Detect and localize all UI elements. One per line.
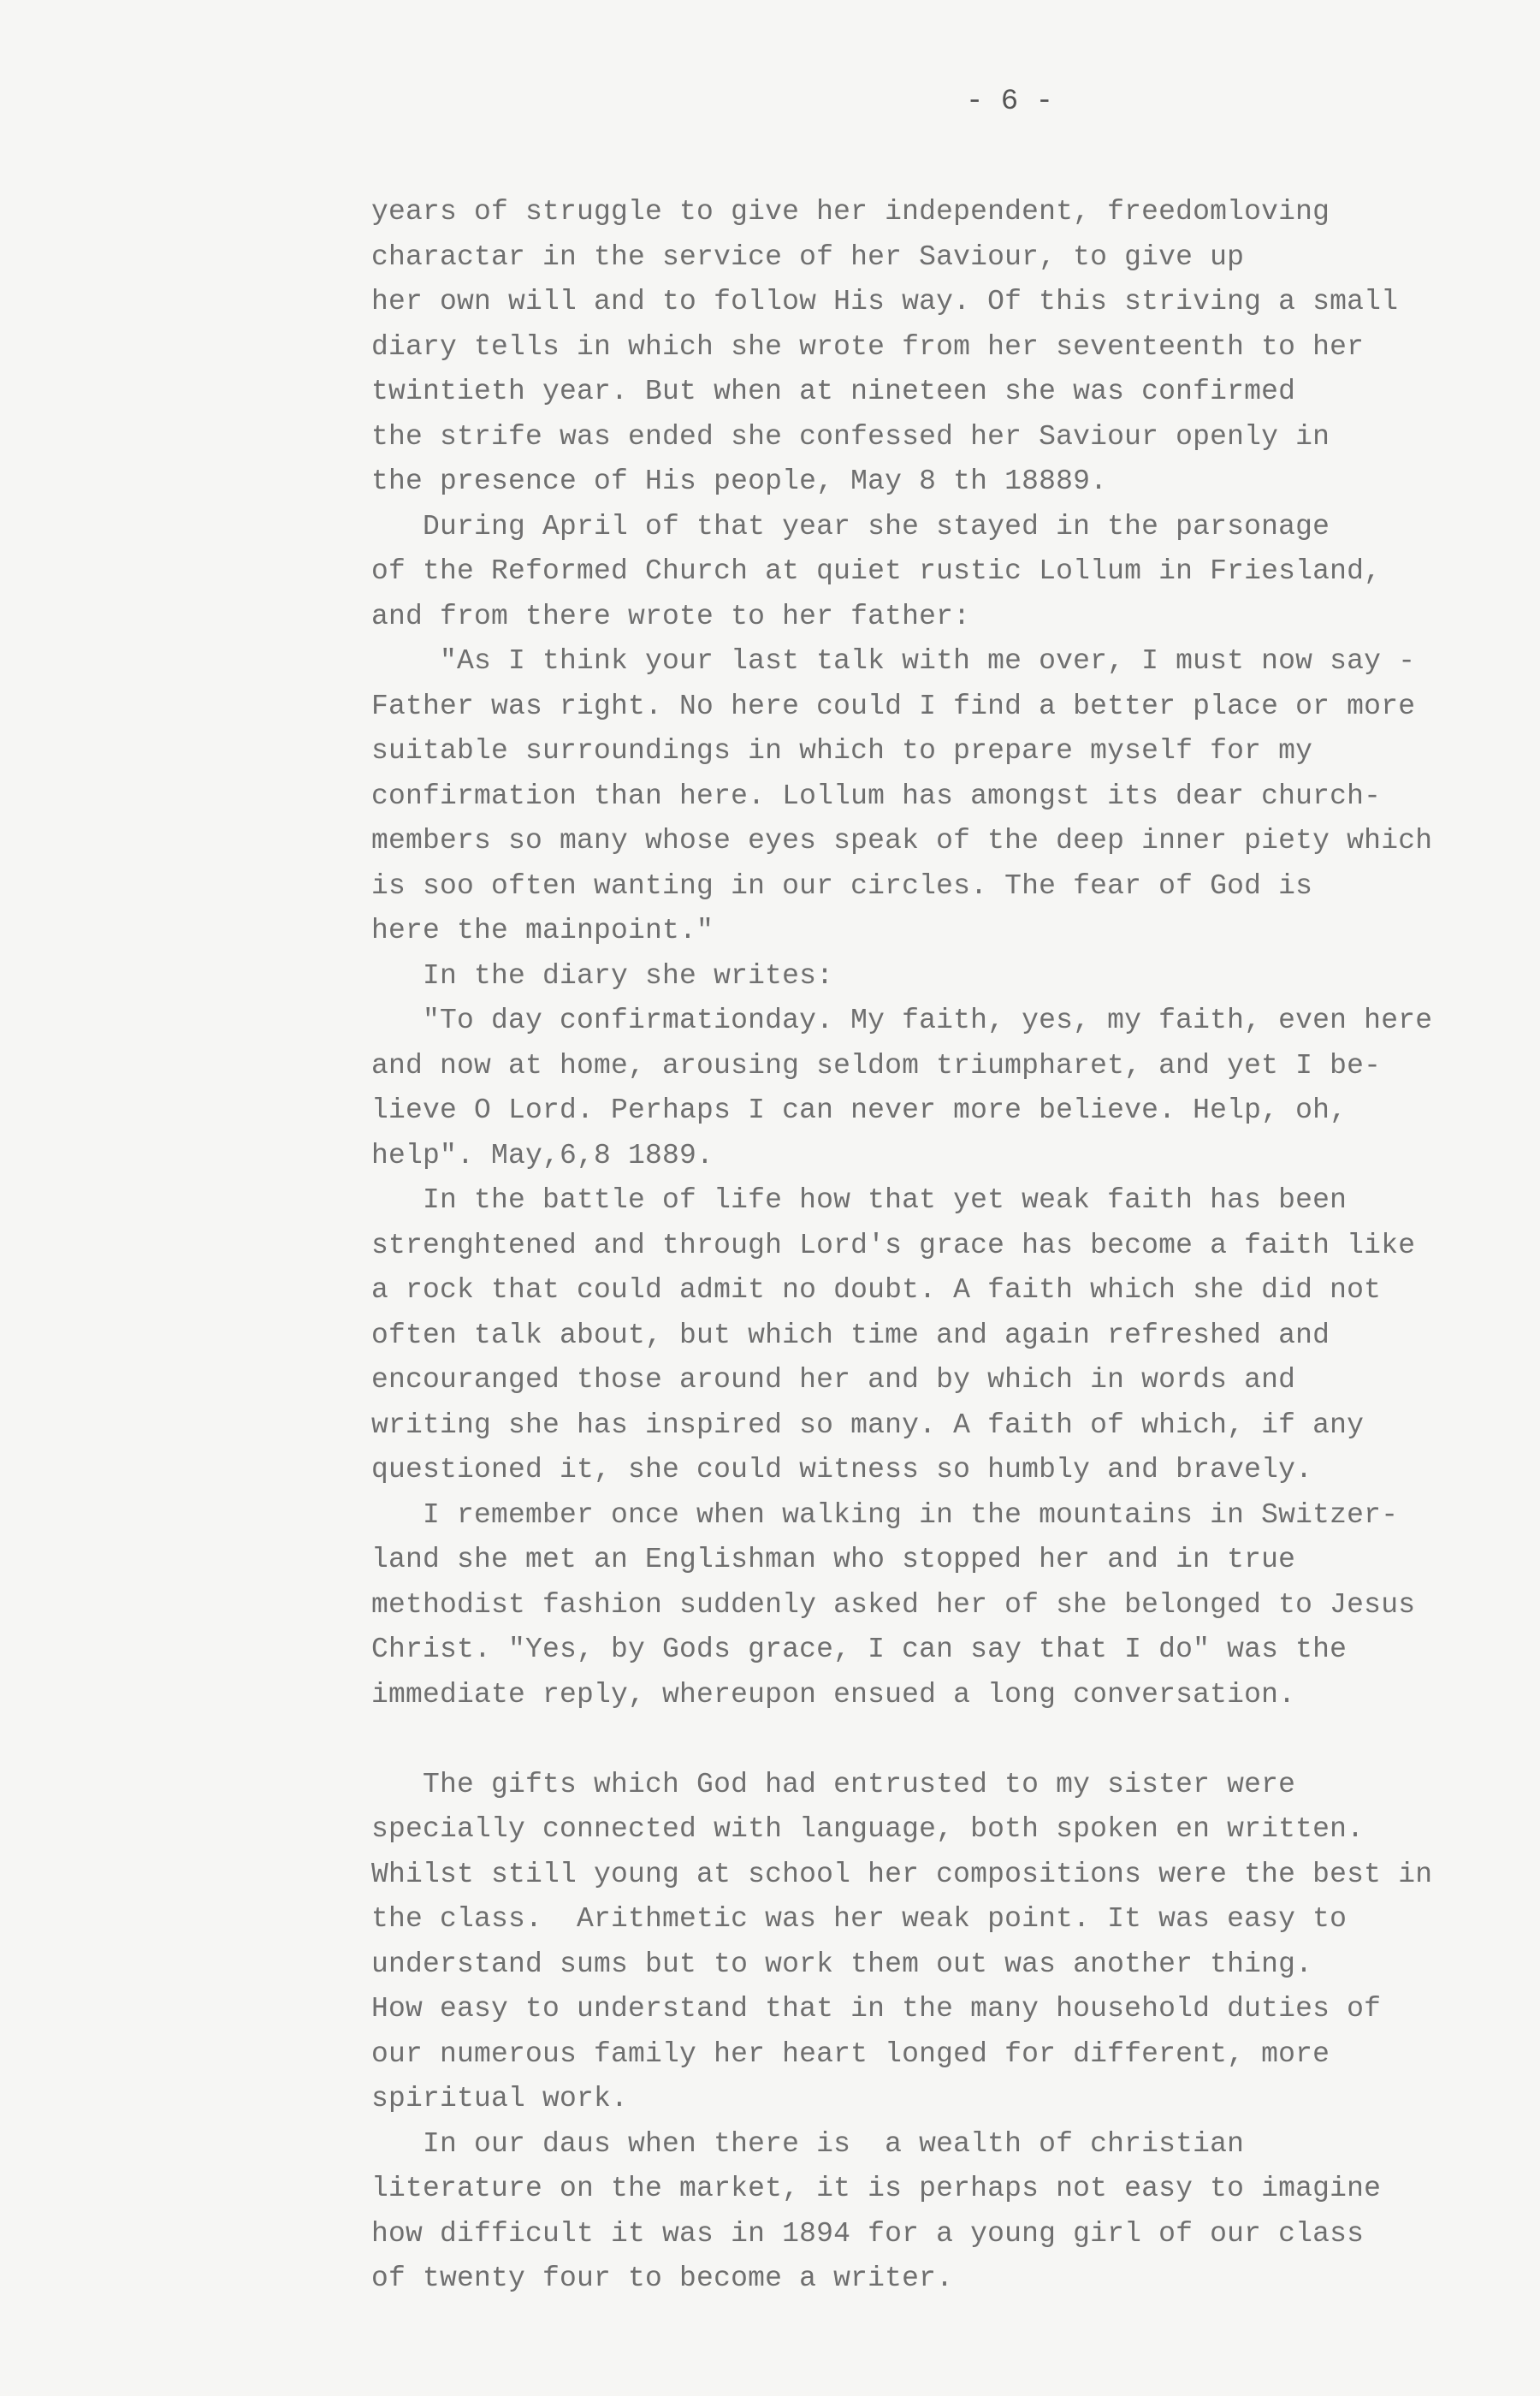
text-line: During April of that year she stayed in the parsonage bbox=[371, 510, 1330, 543]
text-line: years of struggle to give her independent, freedomloving bbox=[371, 196, 1330, 228]
page-number: - 6 - bbox=[965, 86, 1054, 118]
text-line: our numerous family her heart longed for different, more bbox=[371, 2037, 1330, 2070]
text-line: In the diary she writes: bbox=[371, 959, 834, 992]
text-line: Christ. "Yes, by Gods grace, I can say that I do" was the bbox=[371, 1634, 1348, 1665]
text-line: lieve O Lord. Perhaps I can never more believe. Help, oh, bbox=[371, 1094, 1348, 1126]
text-line: of twenty four to become a writer. bbox=[371, 2263, 954, 2294]
text-line: The gifts which God had entrusted to my sister were bbox=[371, 1768, 1296, 1800]
text-line: is soo often wanting in our circles. The fear of God is bbox=[371, 869, 1313, 902]
text-line: the class. Arithmetic was her weak point. It was easy to bbox=[371, 1903, 1348, 1935]
text-line: her own will and to follow His way. Of this striving a small bbox=[371, 286, 1399, 317]
text-line: "As I think your last talk with me over, I must now say - bbox=[371, 645, 1416, 677]
text-line: writing she has inspired so many. A faith of which, if any bbox=[371, 1409, 1365, 1441]
text-line: a rock that could admit no doubt. A faith which she did not bbox=[371, 1274, 1382, 1306]
text-line: "To day confirmationday. My faith, yes, my faith, even here bbox=[371, 1005, 1433, 1036]
text-line: questioned it, she could witness so humbly and bravely. bbox=[371, 1454, 1313, 1486]
text-line: and from there wrote to her father: bbox=[371, 600, 971, 632]
typescript-body bbox=[371, 190, 1518, 2302]
text-line: twintieth year. But when at nineteen she was confirmed bbox=[371, 376, 1296, 407]
text-line: land she met an Englishman who stopped her and in true bbox=[371, 1544, 1296, 1575]
text-line: the strife was ended she confessed her Saviour openly in bbox=[371, 420, 1330, 453]
text-line: confirmation than here. Lollum has amongst its dear church- bbox=[371, 780, 1382, 812]
text-line: spiritual work. bbox=[371, 2083, 629, 2114]
text-line: the presence of His people, May 8 th 18889. bbox=[371, 466, 1108, 497]
text-line: methodist fashion suddenly asked her of she belonged to Jesus bbox=[371, 1588, 1416, 1621]
text-line: In our daus when there is a wealth of christian bbox=[371, 2127, 1245, 2160]
blank-line bbox=[371, 1717, 1518, 1763]
text-line: encouranged those around her and by which in words and bbox=[371, 1364, 1296, 1396]
text-line: I remember once when walking in the mountains in Switzer- bbox=[371, 1498, 1399, 1531]
text-line: and now at home, arousing seldom triumpharet, and yet I be- bbox=[371, 1049, 1382, 1082]
text-line: help". May,6,8 1889. bbox=[371, 1139, 714, 1171]
text-line: how difficult it was in 1894 for a young girl of our class bbox=[371, 2217, 1365, 2250]
text-line: of the Reformed Church at quiet rustic Lollum in Friesland, bbox=[371, 555, 1382, 587]
text-line: charactar in the service of her Saviour, to give up bbox=[371, 240, 1245, 273]
text-line: How easy to understand that in the many household duties of bbox=[371, 1993, 1382, 2025]
text-line: In the battle of life how that yet weak faith has been bbox=[371, 1184, 1348, 1216]
text-line: strenghtened and through Lord's grace has become a faith like bbox=[371, 1229, 1416, 1261]
text-line: understand sums but to work them out was another thing. bbox=[371, 1948, 1313, 1980]
text-line: specially connected with language, both spoken en written. bbox=[371, 1813, 1365, 1845]
text-line: suitable surroundings in which to prepare myself for my bbox=[371, 735, 1313, 767]
text-line: diary tells in which she wrote from her seventeenth to her bbox=[371, 330, 1365, 363]
text-line: literature on the market, it is perhaps not easy to imagine bbox=[371, 2173, 1382, 2204]
text-line: often talk about, but which time and again refreshed and bbox=[371, 1319, 1330, 1351]
text-line: Father was right. No here could I find a better place or more bbox=[371, 690, 1416, 722]
text-line: immediate reply, whereupon ensued a long conversation. bbox=[371, 1678, 1296, 1711]
text-line: Whilst still young at school her compositions were the best in bbox=[371, 1858, 1433, 1890]
text-line: here the mainpoint." bbox=[371, 915, 714, 946]
text-line: members so many whose eyes speak of the deep inner piety which bbox=[371, 825, 1433, 857]
